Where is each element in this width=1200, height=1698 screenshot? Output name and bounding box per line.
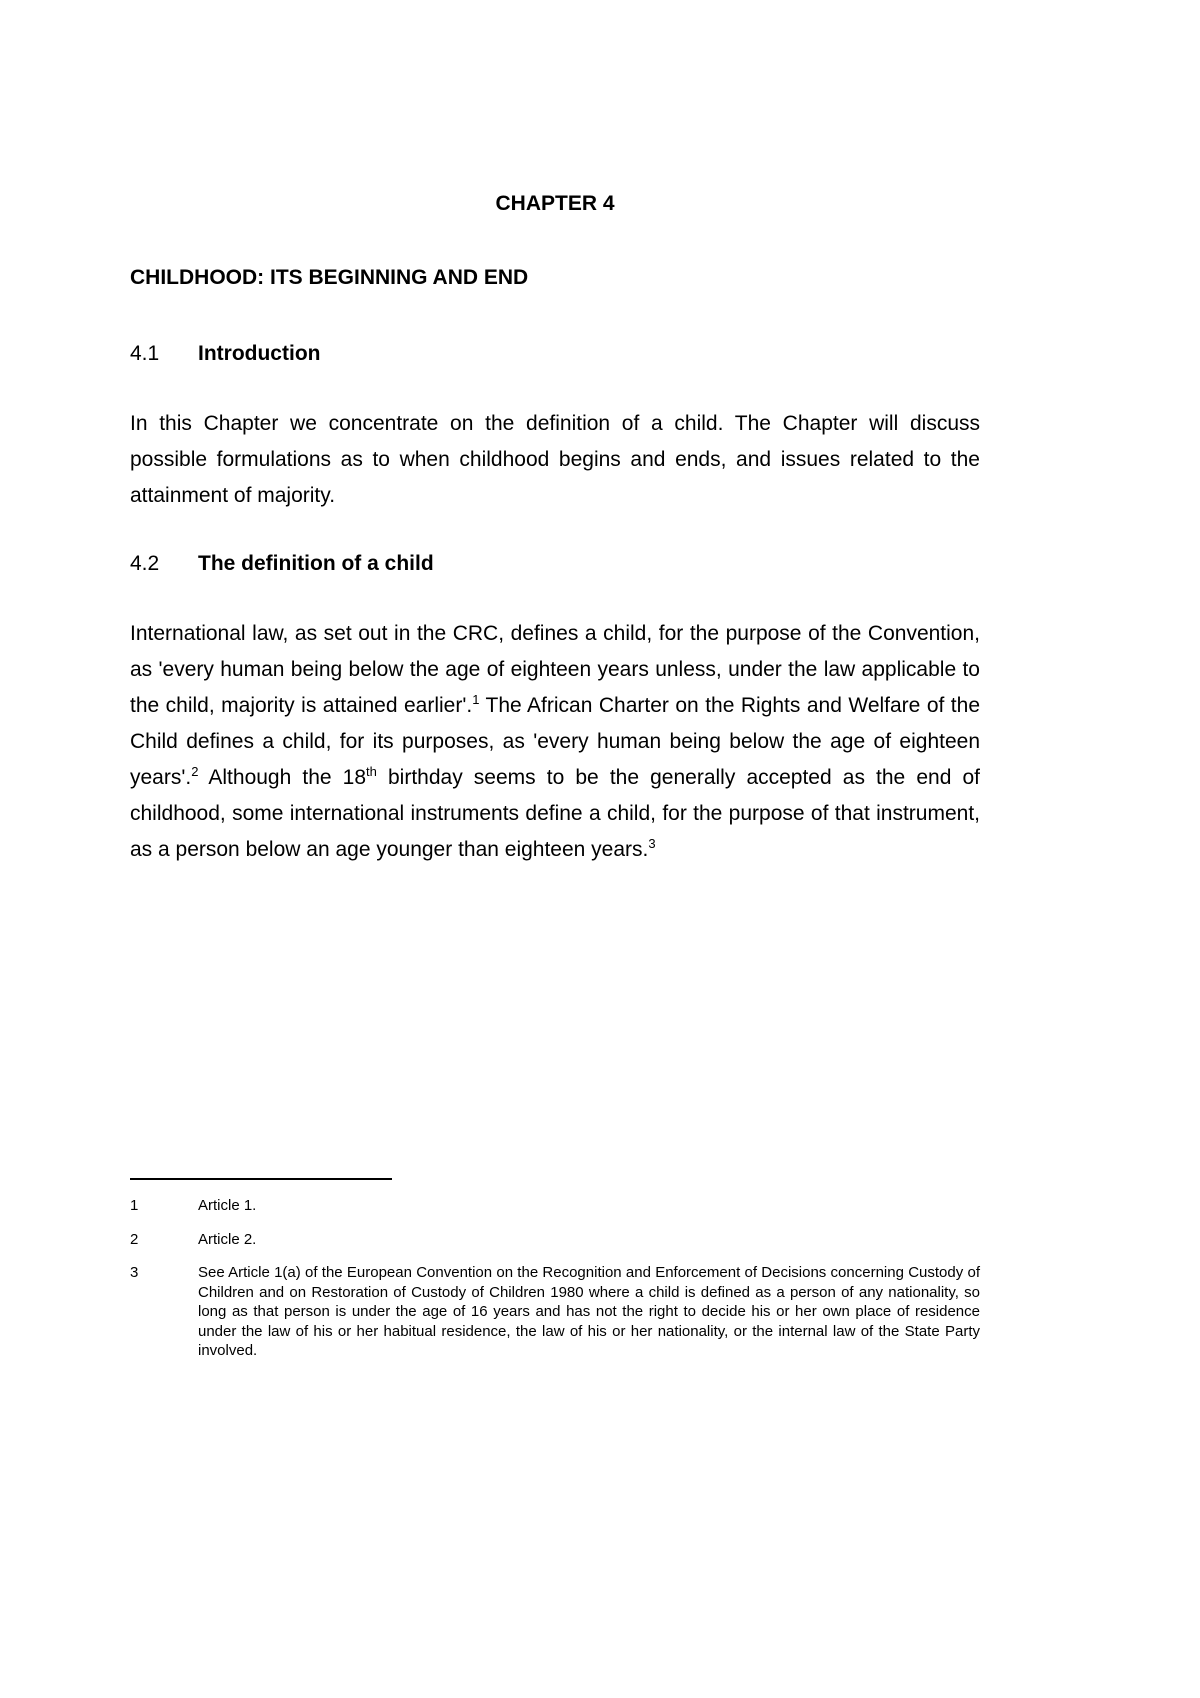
section-number: 4.1: [130, 342, 160, 365]
footnote-text: Article 2.: [198, 1230, 257, 1248]
footnote-text: See Article 1(a) of the European Convention on the Recognition and Enforcement of Decisions concerning Custody of Children and on Restoration of Custody of Children 1980 where a child is defined as a person of any nationality, so long as that person is under the age of 16 years and has not the right to decide his or her own place of residence under the law of his or her habitual residence, the law of his or her nationality, or the internal law of the State Party involved.: [198, 1264, 980, 1359]
section-heading-4-2: [130, 550, 980, 578]
footnote-1: [130, 1196, 980, 1216]
paragraph-introduction: In this Chapter we concentrate on the definition of a child. The Chapter will discuss possible formulations as to when childhood begins and ends, and issues related to the attainment of majority.: [130, 412, 980, 507]
footnote-3: [130, 1263, 980, 1361]
footnote-number: 1: [130, 1197, 139, 1214]
footnotes-section: [130, 1178, 980, 1375]
paragraph-text: The African Charter on the Rights and Welfare of the Child defines a child, for its purposes, as 'every human being below the age of eighteen years'.: [130, 694, 980, 789]
section-number: 4.2: [130, 552, 160, 575]
ordinal-suffix: th: [366, 764, 377, 779]
section-title: Introduction: [198, 342, 321, 365]
footnote-number: 3: [130, 1264, 139, 1281]
footnote-ref-3: 3: [648, 836, 656, 851]
footnote-text: Article 1.: [198, 1197, 257, 1214]
footnote-separator: [130, 1178, 392, 1180]
paragraph-text: birthday seems to be the generally accepted as the end of childhood, some international instruments define a child, for the purpose of that instrument, as a person below an age younger than eighteen years.: [130, 766, 980, 861]
document-heading: CHILDHOOD: ITS BEGINNING AND END: [130, 266, 529, 289]
footnote-ref-2: 2: [191, 764, 199, 779]
paragraph-text: International law, as set out in the CRC, defines a child, for the purpose of the Convention, as 'every human being below the age of eighteen years unless, under the law applicable to the child, majority is attained earlier'.: [130, 622, 980, 717]
footnote-ref-1: 1: [472, 692, 480, 707]
footnote-2: [130, 1230, 980, 1250]
section-heading-4-1: [130, 340, 980, 368]
footnote-number: 2: [130, 1230, 139, 1248]
document-content: [130, 190, 980, 904]
paragraph-text: Although the 18: [198, 766, 367, 789]
section-title: The definition of a child: [198, 552, 434, 575]
paragraph-definition: [130, 616, 980, 868]
chapter-title: CHAPTER 4: [495, 192, 615, 215]
